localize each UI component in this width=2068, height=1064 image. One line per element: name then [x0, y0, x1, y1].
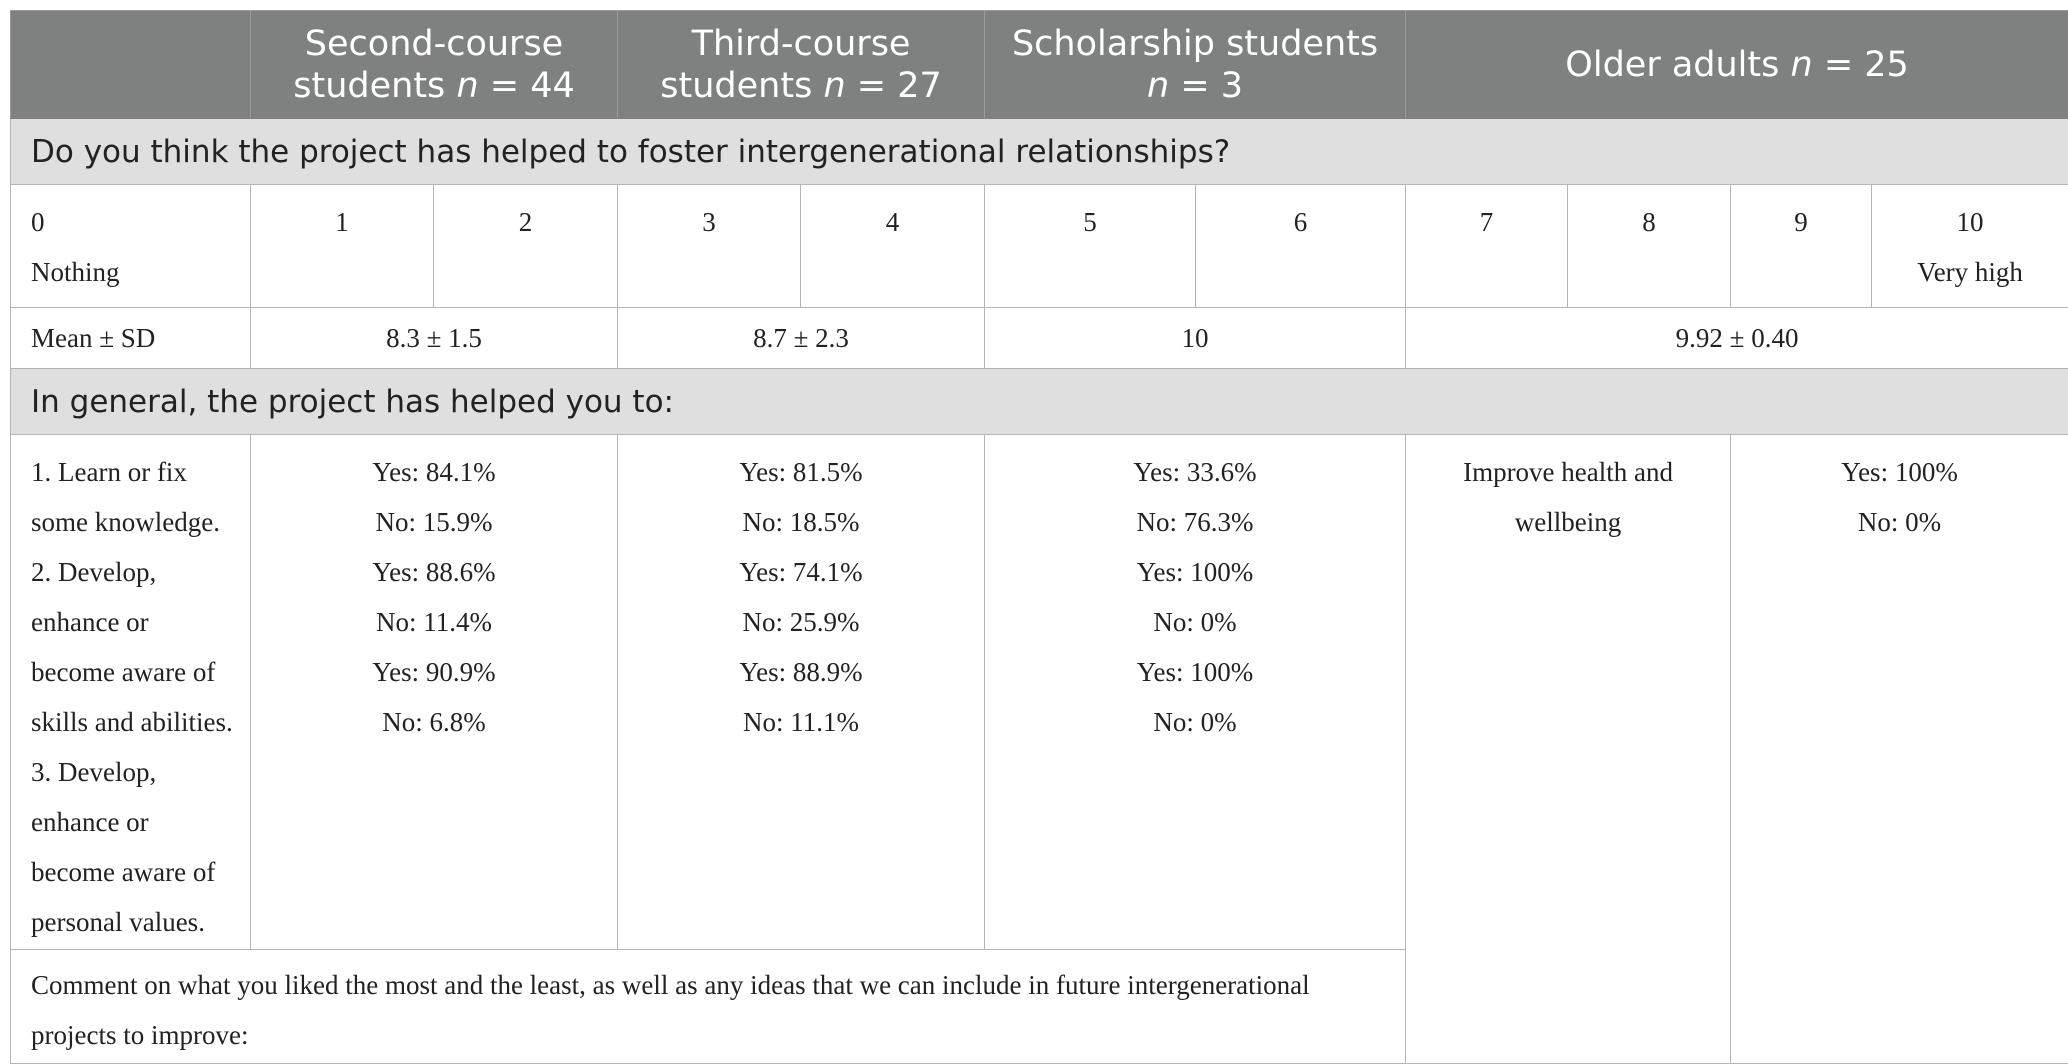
header-scholarship-n: n = 3: [985, 65, 1405, 107]
header-older-adults: [1406, 11, 2068, 119]
scale-label-very-high: Very high: [1872, 247, 2068, 297]
scale-cell-4: [801, 185, 985, 308]
result-value: No: 0%: [985, 597, 1405, 647]
header-row: [11, 11, 2068, 119]
scale-value-5: 5: [985, 197, 1195, 247]
header-scholarship-line1: Scholarship students: [985, 23, 1405, 65]
result-value: No: 15.9%: [251, 497, 617, 547]
header-older-adults-label: Older adults n = 25: [1406, 44, 2068, 86]
result-value: Yes: 100%: [1731, 447, 2068, 497]
mean-label: Mean ± SD: [11, 308, 251, 369]
scale-value-1: 1: [251, 197, 433, 247]
header-third-course: [618, 11, 985, 119]
comment-line2: projects to improve:: [31, 1010, 1385, 1060]
result-value: Yes: 90.9%: [251, 647, 617, 697]
scale-cell-0: [11, 185, 251, 308]
scale-label-nothing: Nothing: [31, 247, 250, 297]
comment-cell: [11, 950, 1406, 1064]
older-adults-item: [1406, 435, 1731, 1064]
item-line: become aware of: [31, 847, 240, 897]
result-value: Yes: 88.9%: [618, 647, 984, 697]
scale-value-7: 7: [1406, 197, 1567, 247]
results-scholarship: [985, 435, 1406, 950]
result-value: No: 18.5%: [618, 497, 984, 547]
mean-row: [11, 308, 2068, 369]
mean-second-course: 8.3 ± 1.5: [251, 308, 618, 369]
result-value: Yes: 74.1%: [618, 547, 984, 597]
result-value: No: 76.3%: [985, 497, 1405, 547]
scale-cell-10: [1872, 185, 2068, 308]
results-third-course: [618, 435, 985, 950]
result-value: No: 11.1%: [618, 697, 984, 747]
mean-third-course: 8.7 ± 2.3: [618, 308, 985, 369]
results-second-course: [251, 435, 618, 950]
scale-cell-2: [434, 185, 618, 308]
older-adults-result: [1731, 435, 2068, 1064]
scale-cell-3: [618, 185, 801, 308]
results-table: [10, 10, 2068, 1064]
scale-value-8: 8: [1568, 197, 1730, 247]
item-line: 1. Learn or fix: [31, 447, 240, 497]
result-value: No: 0%: [985, 697, 1405, 747]
header-second-course: [251, 11, 618, 119]
scale-cell-1: [251, 185, 434, 308]
mean-scholarship: 10: [985, 308, 1406, 369]
header-second-course-n: students n = 44: [251, 65, 617, 107]
result-value: Yes: 81.5%: [618, 447, 984, 497]
scale-value-2: 2: [434, 197, 617, 247]
result-value: Yes: 100%: [985, 547, 1405, 597]
older-item-line: Improve health and: [1406, 447, 1730, 497]
item-line: 3. Develop,: [31, 747, 240, 797]
scale-cell-7: [1406, 185, 1568, 308]
header-third-course-line1: Third-course: [618, 23, 984, 65]
scale-cell-6: [1196, 185, 1406, 308]
items-cell: [11, 435, 251, 950]
result-value: Yes: 100%: [985, 647, 1405, 697]
scale-value-9: 9: [1731, 197, 1871, 247]
scale-cell-9: [1731, 185, 1872, 308]
result-value: No: 6.8%: [251, 697, 617, 747]
section-row-intergenerational: [11, 119, 2068, 185]
section-title-intergenerational: Do you think the project has helped to foster intergenerational relationships?: [11, 119, 2068, 185]
result-value: Yes: 88.6%: [251, 547, 617, 597]
item-line: become aware of: [31, 647, 240, 697]
section-row-general: [11, 369, 2068, 435]
scale-row: [11, 185, 2068, 308]
scale-cell-5: [985, 185, 1196, 308]
scale-value-6: 6: [1196, 197, 1405, 247]
item-line: 2. Develop,: [31, 547, 240, 597]
scale-value-10: 10: [1872, 197, 2068, 247]
result-value: No: 25.9%: [618, 597, 984, 647]
scale-value-0: 0: [31, 197, 250, 247]
header-empty-cell: [11, 11, 251, 119]
item-line: skills and abilities.: [31, 697, 240, 747]
header-third-course-n: students n = 27: [618, 65, 984, 107]
section-title-general: In general, the project has helped you to:: [11, 369, 2068, 435]
mean-older-adults: 9.92 ± 0.40: [1406, 308, 2068, 369]
result-value: Yes: 33.6%: [985, 447, 1405, 497]
items-row: [11, 435, 2068, 950]
item-line: enhance or: [31, 797, 240, 847]
result-value: No: 0%: [1731, 497, 2068, 547]
result-value: Yes: 84.1%: [251, 447, 617, 497]
item-line: enhance or: [31, 597, 240, 647]
comment-line1: Comment on what you liked the most and the least, as well as any ideas that we can include in future intergenerational: [31, 960, 1385, 1010]
item-line: personal values.: [31, 897, 240, 947]
scale-value-3: 3: [618, 197, 800, 247]
results-table-container: [10, 10, 2068, 1064]
result-value: No: 11.4%: [251, 597, 617, 647]
header-second-course-line1: Second-course: [251, 23, 617, 65]
scale-value-4: 4: [801, 197, 984, 247]
item-line: some knowledge.: [31, 497, 240, 547]
older-item-line: wellbeing: [1406, 497, 1730, 547]
scale-cell-8: [1568, 185, 1731, 308]
header-scholarship: [985, 11, 1406, 119]
